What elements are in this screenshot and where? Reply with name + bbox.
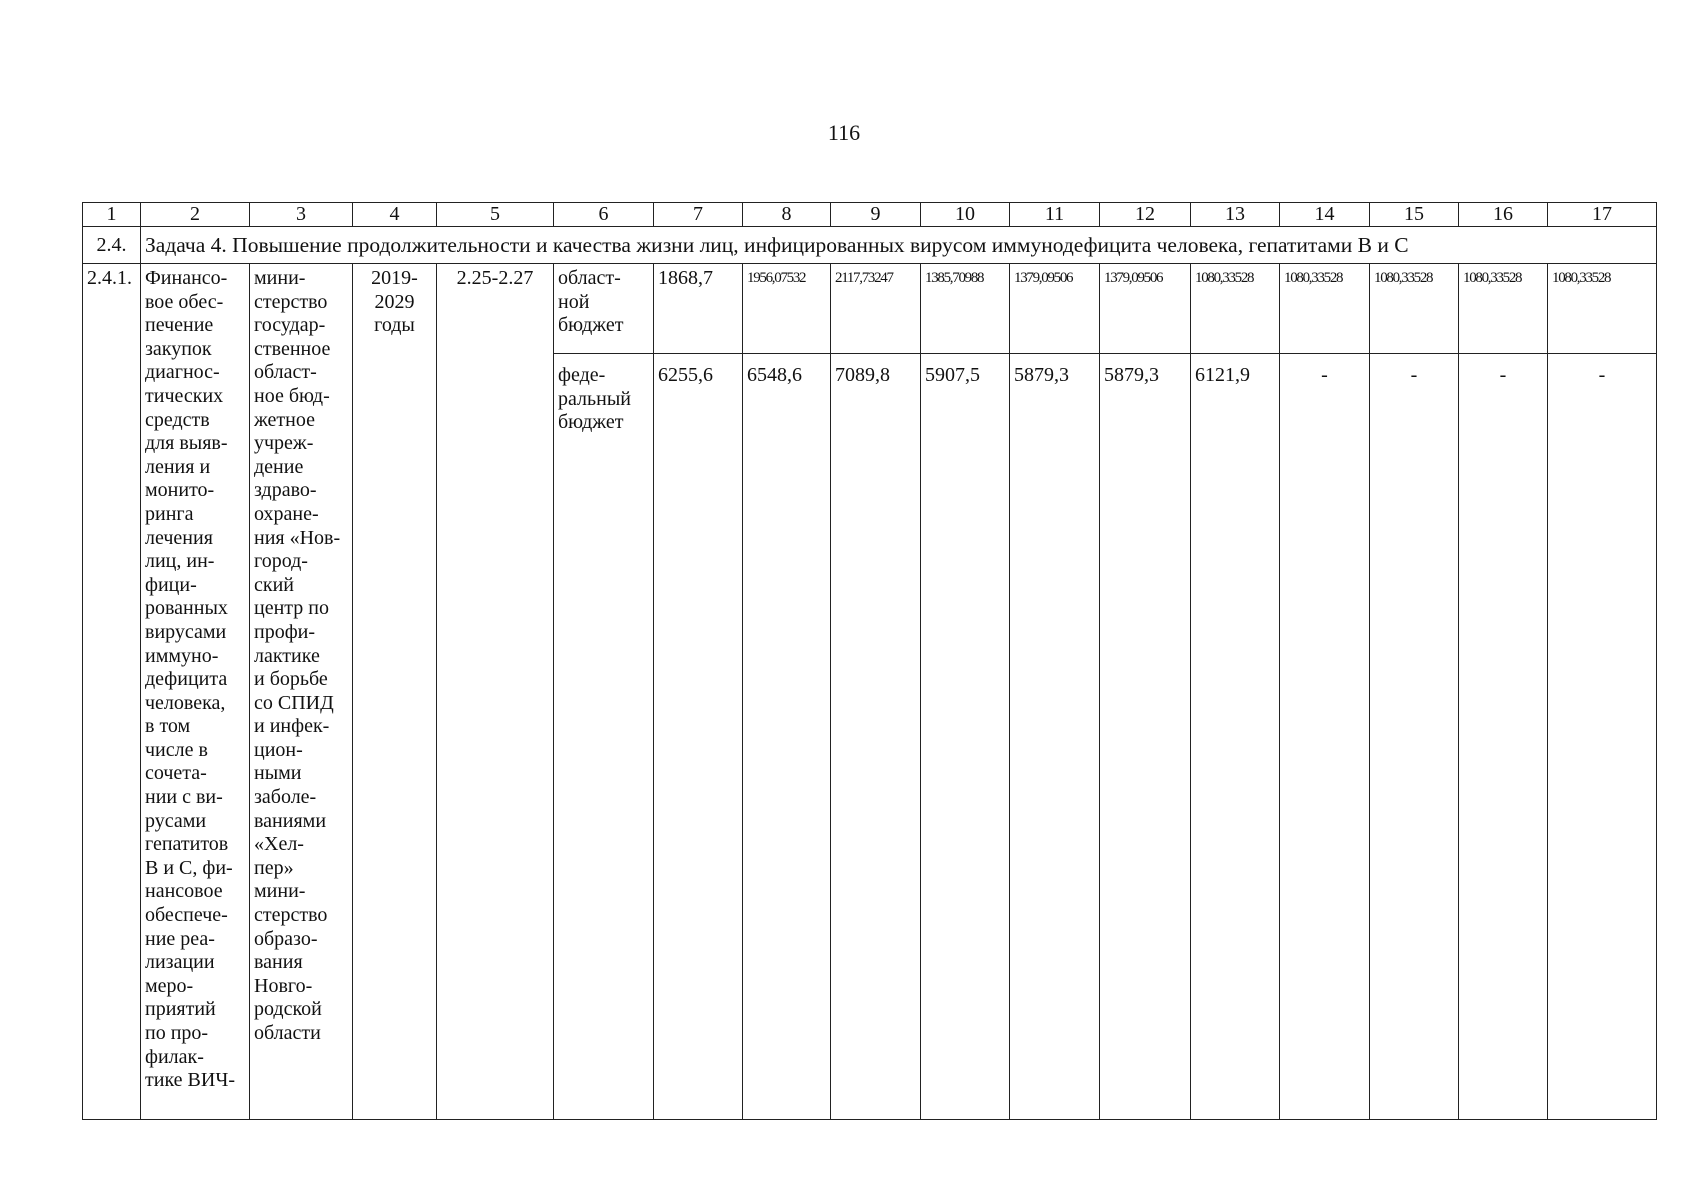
task-row xyxy=(83,227,1657,264)
budget-value: 1379,09506 xyxy=(1010,264,1100,354)
budget-value: 1080,33528 xyxy=(1548,264,1657,354)
target-indicators: 2.25-2.27 xyxy=(437,264,554,1120)
column-number: 7 xyxy=(654,203,743,227)
column-number: 6 xyxy=(554,203,654,227)
column-number: 9 xyxy=(831,203,921,227)
budget-value: 1080,33528 xyxy=(1280,264,1370,354)
column-number: 2 xyxy=(141,203,250,227)
executor-list: мини- стерство государ- ственное област- ное бюд- жетное учреж- дение здраво- охране- ния «Нов- город- ский центр по профи- лактике и борьбе со СПИД и инфек- цион- ными заболе- ваниями «Хел- пер» мини- стерство образо- вания Новго- родской области xyxy=(250,264,353,1120)
budget-value: 6255,6 xyxy=(654,354,743,1120)
funding-source: феде- ральный бюджет xyxy=(554,354,654,1120)
budget-value: 1956,07532 xyxy=(743,264,831,354)
row-number: 2.4.1. xyxy=(83,264,141,1120)
column-number: 16 xyxy=(1459,203,1548,227)
task-title: Задача 4. Повышение продолжительности и качества жизни лиц, инфицированных вирусом иммунодефицита человека, гепатитами В и С xyxy=(141,227,1657,264)
budget-value: 1080,33528 xyxy=(1459,264,1548,354)
column-number: 3 xyxy=(250,203,353,227)
budget-value: 5879,3 xyxy=(1100,354,1191,1120)
column-number: 12 xyxy=(1100,203,1191,227)
table-row xyxy=(83,264,1657,354)
budget-value: 5907,5 xyxy=(921,354,1010,1120)
column-number: 1 xyxy=(83,203,141,227)
column-number: 17 xyxy=(1548,203,1657,227)
column-number: 8 xyxy=(743,203,831,227)
column-number: 15 xyxy=(1370,203,1459,227)
budget-value: 7089,8 xyxy=(831,354,921,1120)
budget-value: 1385,70988 xyxy=(921,264,1010,354)
budget-value: 1379,09506 xyxy=(1100,264,1191,354)
implementation-period: 2019- 2029 годы xyxy=(353,264,437,1120)
budget-value: - xyxy=(1370,354,1459,1120)
budget-value: 6121,9 xyxy=(1191,354,1280,1120)
budget-value: 1080,33528 xyxy=(1191,264,1280,354)
column-number: 11 xyxy=(1010,203,1100,227)
budget-value: 5879,3 xyxy=(1010,354,1100,1120)
budget-table xyxy=(82,202,1657,1120)
budget-value: - xyxy=(1280,354,1370,1120)
column-number: 4 xyxy=(353,203,437,227)
activity-description: Финансо- вое обес- печение закупок диагнос- тических средств для выяв- ления и монито- ринга лечения лиц, ин- фици- рованных вирусами иммуно- дефицита человека, в том числе в сочета- нии с ви- русами гепатитов В и С, фи- нансовое обеспече- ние реа- лизации меро- приятий по про- филак- тике ВИЧ- xyxy=(141,264,250,1120)
page-number: 116 xyxy=(827,120,861,145)
funding-source: област- ной бюджет xyxy=(554,264,654,354)
column-number: 14 xyxy=(1280,203,1370,227)
column-number: 10 xyxy=(921,203,1010,227)
budget-value: - xyxy=(1459,354,1548,1120)
budget-value: 1868,7 xyxy=(654,264,743,354)
column-number-header-row xyxy=(83,203,1657,227)
budget-value: 2117,73247 xyxy=(831,264,921,354)
column-number: 13 xyxy=(1191,203,1280,227)
budget-value: - xyxy=(1548,354,1657,1120)
budget-value: 6548,6 xyxy=(743,354,831,1120)
budget-value: 1080,33528 xyxy=(1370,264,1459,354)
column-number: 5 xyxy=(437,203,554,227)
task-number: 2.4. xyxy=(83,227,141,264)
